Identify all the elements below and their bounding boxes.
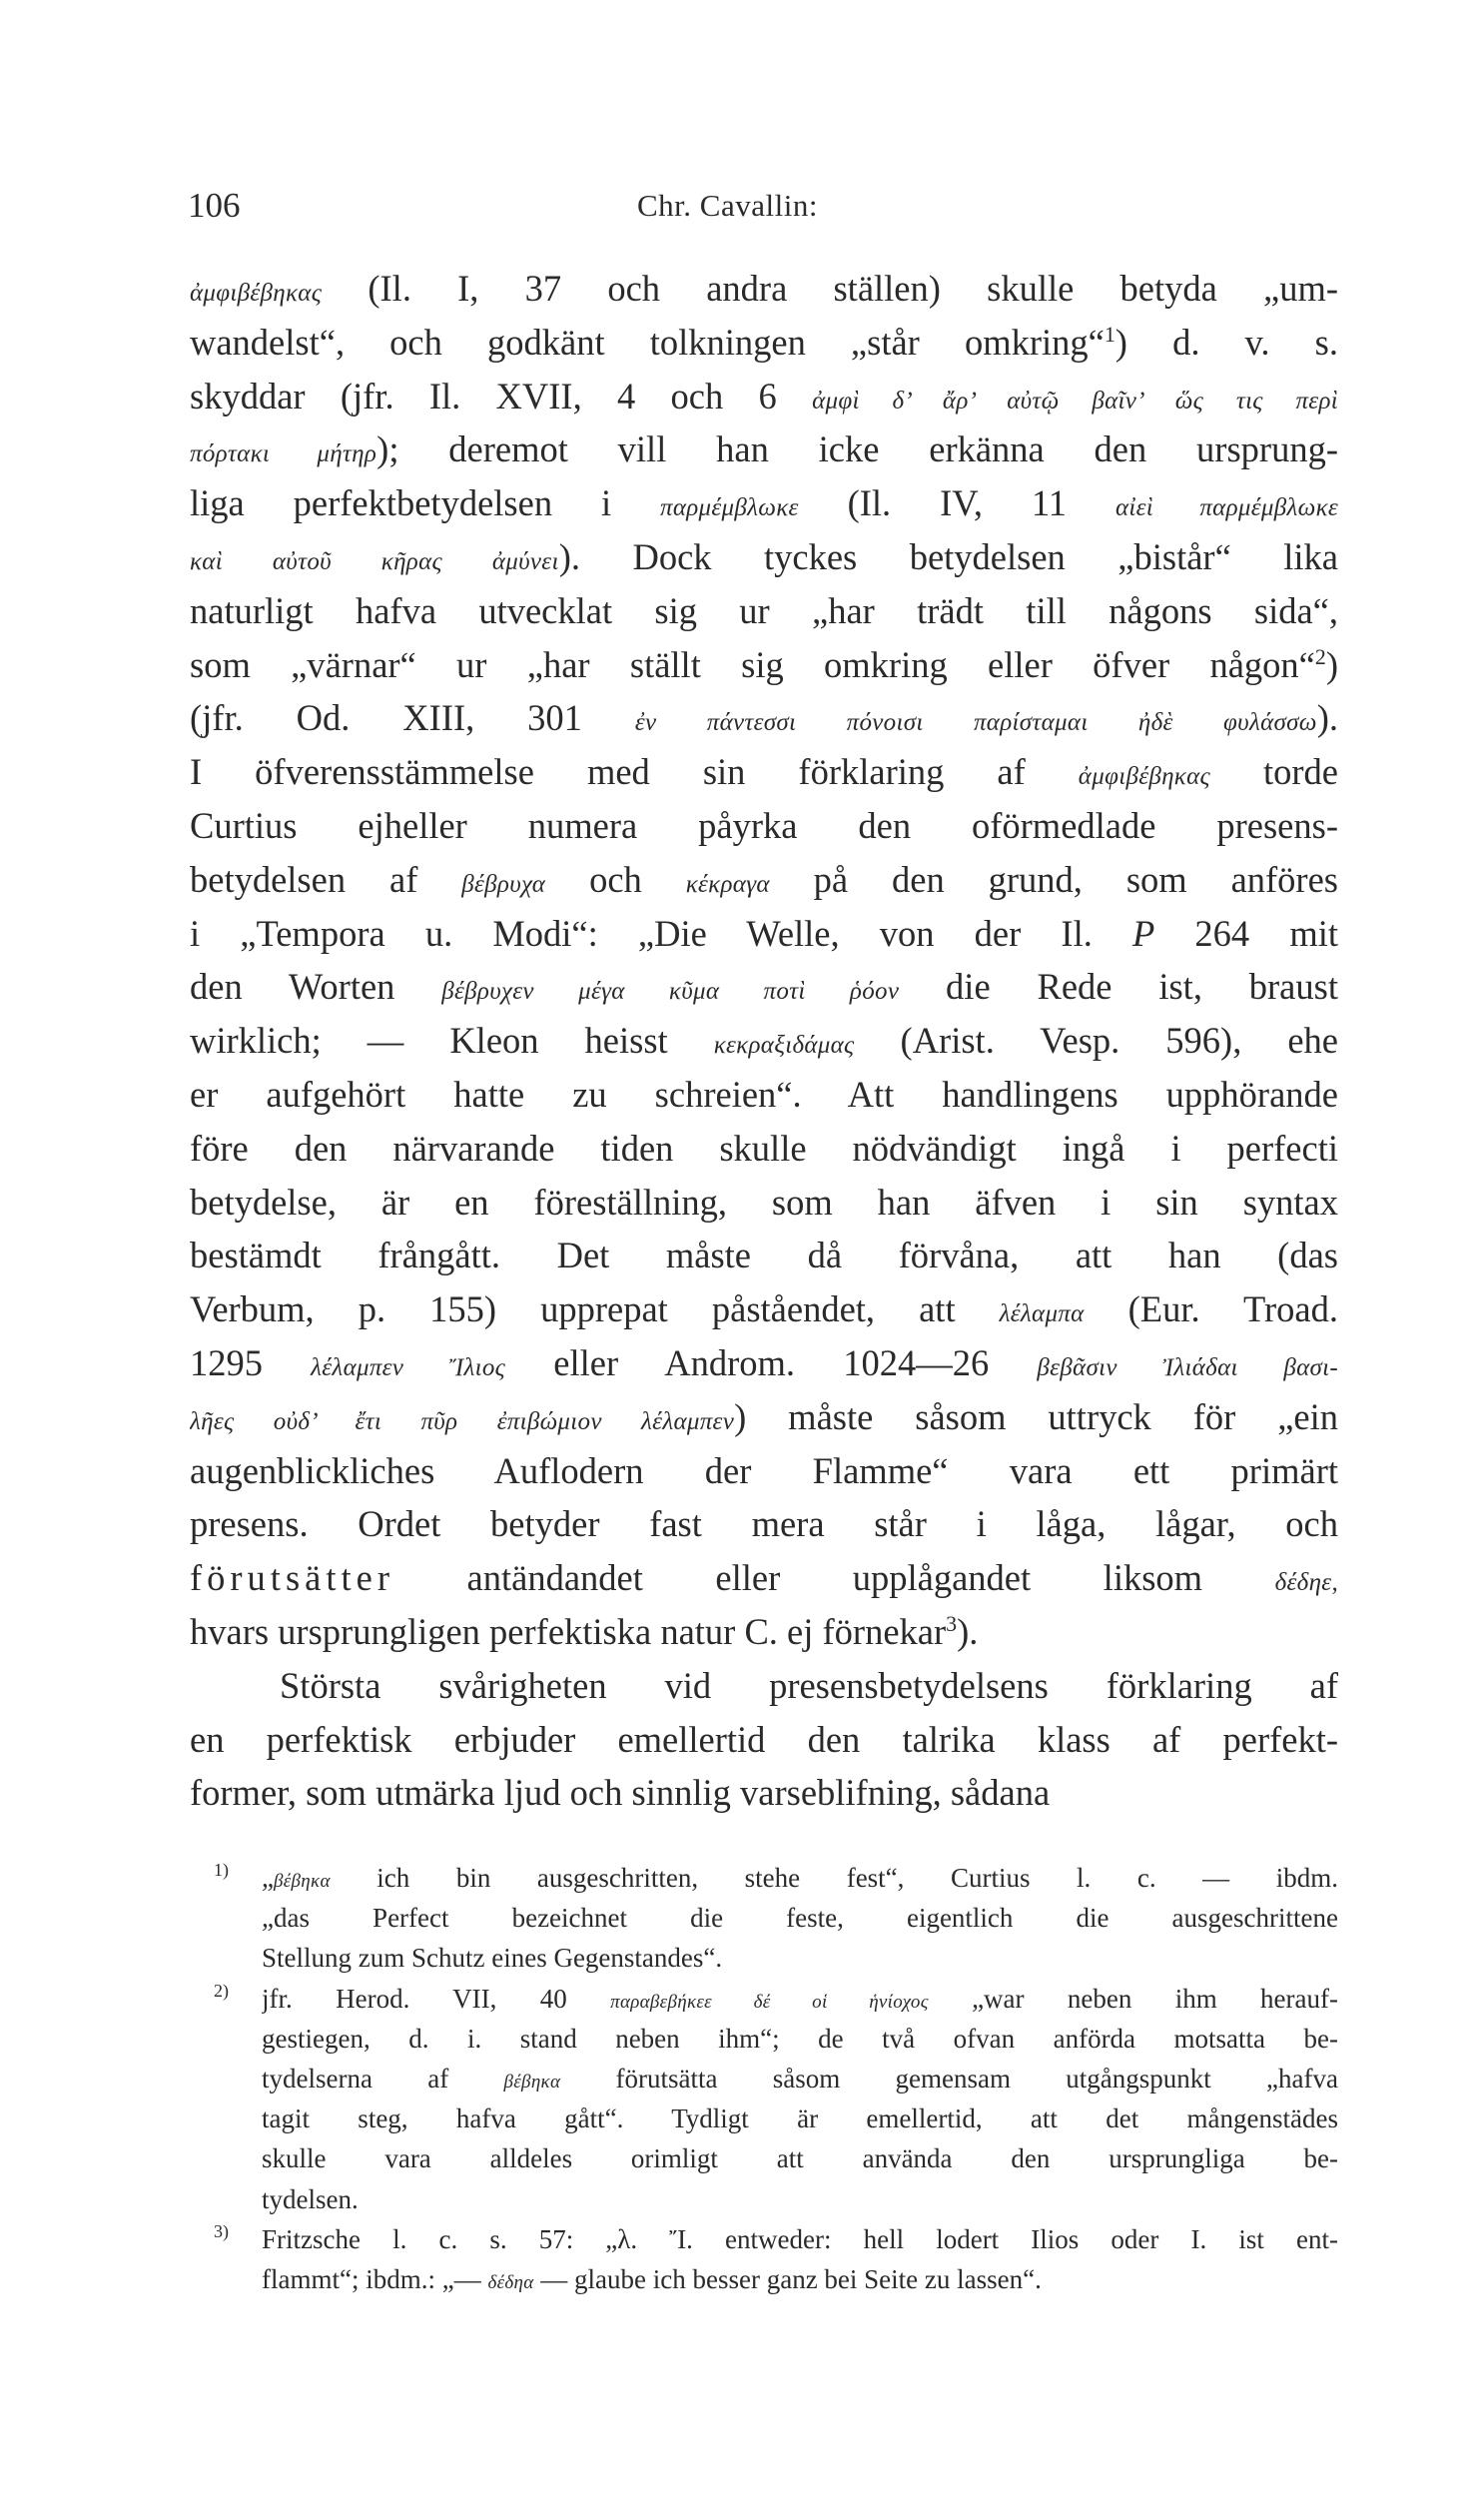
text-line: [190, 691, 1338, 745]
greek-quote: λέλαμπεν Ἴλιος: [311, 1353, 506, 1381]
text-run: 1295: [190, 1341, 312, 1383]
text-line: [190, 1176, 1338, 1230]
text-run: Fritzsche l. c. s. 57: „λ. Ἴ. entweder: hell lodert Ilios oder I. ist ent-: [262, 2223, 1338, 2254]
footnote-line: [262, 2138, 1338, 2178]
text-line: [190, 853, 1338, 907]
text-run: 264 mit: [1154, 912, 1338, 954]
greek-quote: βέβρυχα: [461, 870, 546, 898]
footnote-line: [262, 2259, 1338, 2299]
text-run: tydelsen.: [262, 2183, 359, 2214]
text-run: Stellung zum Schutz eines Gegenstandes“.: [262, 1943, 723, 1974]
text-line: [190, 530, 1338, 584]
footnote-line: [262, 2219, 1338, 2259]
text-run: ).: [957, 1610, 979, 1652]
text-run: eller Androm. 1024—26: [505, 1341, 1038, 1383]
text-run: „war neben ihm herauf-: [928, 1983, 1338, 2014]
text-run: ich bin ausgeschritten, stehe fest“, Curtius l. c. — ibdm.: [330, 1863, 1338, 1893]
text-run: — glaube ich besser ganz bei Seite zu lassen“.: [533, 2263, 1042, 2294]
footnote-reference: 2: [1314, 643, 1326, 669]
greek-quote: κεκραξιδάμας: [713, 1032, 855, 1060]
text-run: naturligt hafva utvecklat sig ur „har trädt till någons sida“,: [190, 589, 1338, 631]
text-run: tydelserna af: [262, 2063, 504, 2094]
greek-quote: ἀμφιβέβηκας: [190, 280, 323, 307]
text-run: en perfektisk erbjuder emellertid den talrika klass af perfekt-: [190, 1718, 1338, 1760]
text-run: torde: [1209, 751, 1338, 793]
text-run: I öfverensstämmelse med sin förklaring af: [190, 751, 1079, 793]
text-run: augenblickliches Auflodern der Flamme“ vara ett primärt: [190, 1449, 1338, 1491]
footnote-line: [262, 2098, 1338, 2138]
text-run: wandelst“, och godkänt tolkningen „står omkring“: [190, 321, 1105, 363]
text-line: [190, 1336, 1338, 1390]
text-run: och: [545, 858, 686, 900]
text-run: (Eur. Troad.: [1084, 1288, 1338, 1330]
text-run: (Arist. Vesp. 596), ehe: [854, 1020, 1338, 1062]
text-run: gestiegen, d. i. stand neben ihm“; de två ofvan anförda motsatta be-: [262, 2023, 1338, 2054]
greek-quote: καὶ αὐτοῦ κῆρας ἀμύνει: [190, 547, 559, 575]
greek-quote: ἐν πάντεσσι πόνοισι παρίσταμαι ἠδὲ φυλάσσω: [634, 709, 1317, 737]
text-run: ). Dock tyckes betydelsen „bistår“ lika: [558, 535, 1338, 577]
footnote-marker: 2): [214, 1980, 229, 2001]
greek-quote: λέλαμπα: [999, 1300, 1085, 1328]
footnote: [190, 1858, 1338, 1979]
text-run: liga perfektbetydelsen i: [190, 482, 661, 524]
text-line: [190, 799, 1338, 853]
text-line: [190, 584, 1338, 638]
footnote-line: [262, 2019, 1338, 2059]
text-run: Största svårigheten vid presensbetydelsens förklaring af: [280, 1664, 1338, 1706]
text-line: [190, 960, 1338, 1014]
text-run: flammt“; ibdm.: „—: [262, 2263, 488, 2294]
text-line: [190, 1659, 1338, 1713]
footnote-reference: 1: [1104, 321, 1115, 347]
text-run: förutsätta såsom gemensam utgångspunkt „hafva: [560, 2063, 1338, 2094]
footnote-marker: 3): [214, 2220, 229, 2241]
text-run: wirklich; — Kleon heisst: [190, 1020, 714, 1062]
footnote-reference: 3: [946, 1610, 958, 1636]
text-run: „das Perfect bezeichnet die feste, eigentlich die ausgeschrittene: [262, 1903, 1338, 1934]
text-run: (Il. IV, 11: [798, 482, 1115, 524]
text-run: på den grund, som anföres: [769, 858, 1338, 900]
text-line: [190, 1068, 1338, 1122]
footnote-line: [262, 1858, 1338, 1898]
text-run: ).: [1316, 697, 1338, 739]
text-run: hvars ursprungligen perfektiska natur C. ej förnekar: [190, 1610, 947, 1652]
text-line: [190, 370, 1338, 423]
greek-quote: ἀμφιβέβηκας: [1078, 763, 1210, 791]
footnote-marker: 1): [214, 1860, 229, 1880]
text-run: ) d. v. s.: [1114, 321, 1338, 363]
greek-quote: βέβηκα: [503, 2071, 561, 2093]
running-head: [188, 186, 1356, 236]
text-line: [190, 1282, 1338, 1336]
text-run: Curtius ejheller numera påyrka den oförmedlade presens-: [190, 804, 1338, 846]
footnote: [190, 1979, 1338, 2219]
greek-quote: παραβεβήκεε δέ οἱ ἡνίοχος: [610, 1991, 929, 2013]
text-run: former, som utmärka ljud och sinnlig varseblifning, sådana: [190, 1772, 1051, 1814]
text-run: „: [262, 1863, 274, 1893]
text-line: [190, 262, 1338, 316]
greek-quote: αἰεὶ παρμέμβλωκε: [1114, 494, 1338, 522]
greek-quote: βέβηκα: [273, 1871, 331, 1892]
text-line: [190, 907, 1338, 961]
text-line: [190, 1229, 1338, 1282]
text-line: [190, 1713, 1338, 1767]
greek-quote: πόρτακι μήτηρ: [190, 440, 377, 468]
text-line: [190, 1605, 1338, 1659]
text-line: [190, 1122, 1338, 1176]
text-run: bestämdt frångått. Det måste då förvåna, att han (das: [190, 1235, 1338, 1276]
greek-quote: δέδηε,: [1274, 1569, 1338, 1597]
text-line: [190, 1444, 1338, 1498]
text-run: (Il. I, 37 och andra ställen) skulle betyda „um-: [322, 268, 1338, 309]
text-run: presens. Ordet betyder fast mera står i låga, lågar, och: [190, 1503, 1338, 1545]
footnote: [190, 2219, 1338, 2299]
text-run: som „värnar“ ur „har ställt sig omkring eller öfver någon“: [190, 643, 1315, 685]
page-number: 106: [188, 186, 241, 225]
footnote-line: [262, 2179, 1338, 2219]
greek-quote: κέκραγα: [685, 870, 770, 898]
text-line: [190, 1497, 1338, 1551]
text-line: [190, 638, 1338, 692]
text-run: skyddar (jfr. Il. XVII, 4 och 6: [190, 375, 813, 417]
text-run: ) måste såsom uttryck för „ein: [734, 1395, 1338, 1437]
footnote-line: [262, 1938, 1338, 1978]
text-run: ); deremot vill han icke erkänna den ursprung-: [376, 428, 1338, 470]
running-title: Chr. Cavallin:: [637, 188, 818, 223]
text-run: betydelsen af: [190, 858, 462, 900]
footnote-line: [262, 1898, 1338, 1938]
text-line: [190, 316, 1338, 370]
text-line: [190, 745, 1338, 799]
text-run: den Worten: [190, 966, 442, 1008]
text-line: [190, 422, 1338, 476]
text-run: skulle vara alldeles orimligt att använda den ursprungliga be-: [262, 2143, 1338, 2174]
text-run: Verbum, p. 155) upprepat påståendet, att: [190, 1288, 1000, 1330]
text-run: betydelse, är en föreställning, som han äfven i sin syntax: [190, 1181, 1338, 1223]
text-run: jfr. Herod. VII, 40: [262, 1983, 611, 2014]
footnotes: [190, 1858, 1338, 2299]
text-run: före den närvarande tiden skulle nödvändigt ingå i perfecti: [190, 1127, 1338, 1169]
text-line: [190, 476, 1338, 530]
text-line: [190, 1014, 1338, 1068]
text-run: tagit steg, hafva gått“. Tydligt är emellertid, att det mångenstädes: [262, 2103, 1338, 2134]
greek-quote: ἀμφὶ δ’ ἄρ’ αὐτῷ βαῖν’ ὥς τις περὶ: [812, 387, 1338, 415]
text-run: antändandet eller upplågandet liksom: [394, 1557, 1275, 1599]
text-line: [190, 1390, 1338, 1444]
main-text: [190, 262, 1338, 1820]
greek-quote: λῆες οὐδ’ ἔτι πῦρ ἐπιβώμιον λέλαμπεν: [190, 1407, 735, 1435]
text-run: (jfr. Od. XIII, 301: [190, 697, 635, 739]
greek-quote: δέδηα: [487, 2271, 534, 2293]
text-run: er aufgehört hatte zu schreien“. Att handlingens upphörande: [190, 1073, 1338, 1115]
greek-quote: παρμέμβλωκε: [660, 494, 799, 522]
text-run: i „Tempora u. Modi“: „Die Welle, von der Il.: [190, 912, 1132, 954]
footnote-line: [262, 1979, 1338, 2019]
greek-quote: βεβᾶσιν Ἰλιάδαι βασι-: [1037, 1353, 1338, 1381]
spaced-emphasis: förutsätter: [190, 1557, 394, 1599]
text-run: ): [1325, 643, 1338, 685]
greek-quote: βέβρυχεν μέγα κῦμα ποτὶ ῥόον: [441, 978, 900, 1006]
footnote-line: [262, 2059, 1338, 2098]
text-run: die Rede ist, braust: [899, 966, 1338, 1008]
text-line: [190, 1551, 1338, 1605]
book-reference: P: [1131, 912, 1155, 954]
text-line: [190, 1766, 1338, 1820]
